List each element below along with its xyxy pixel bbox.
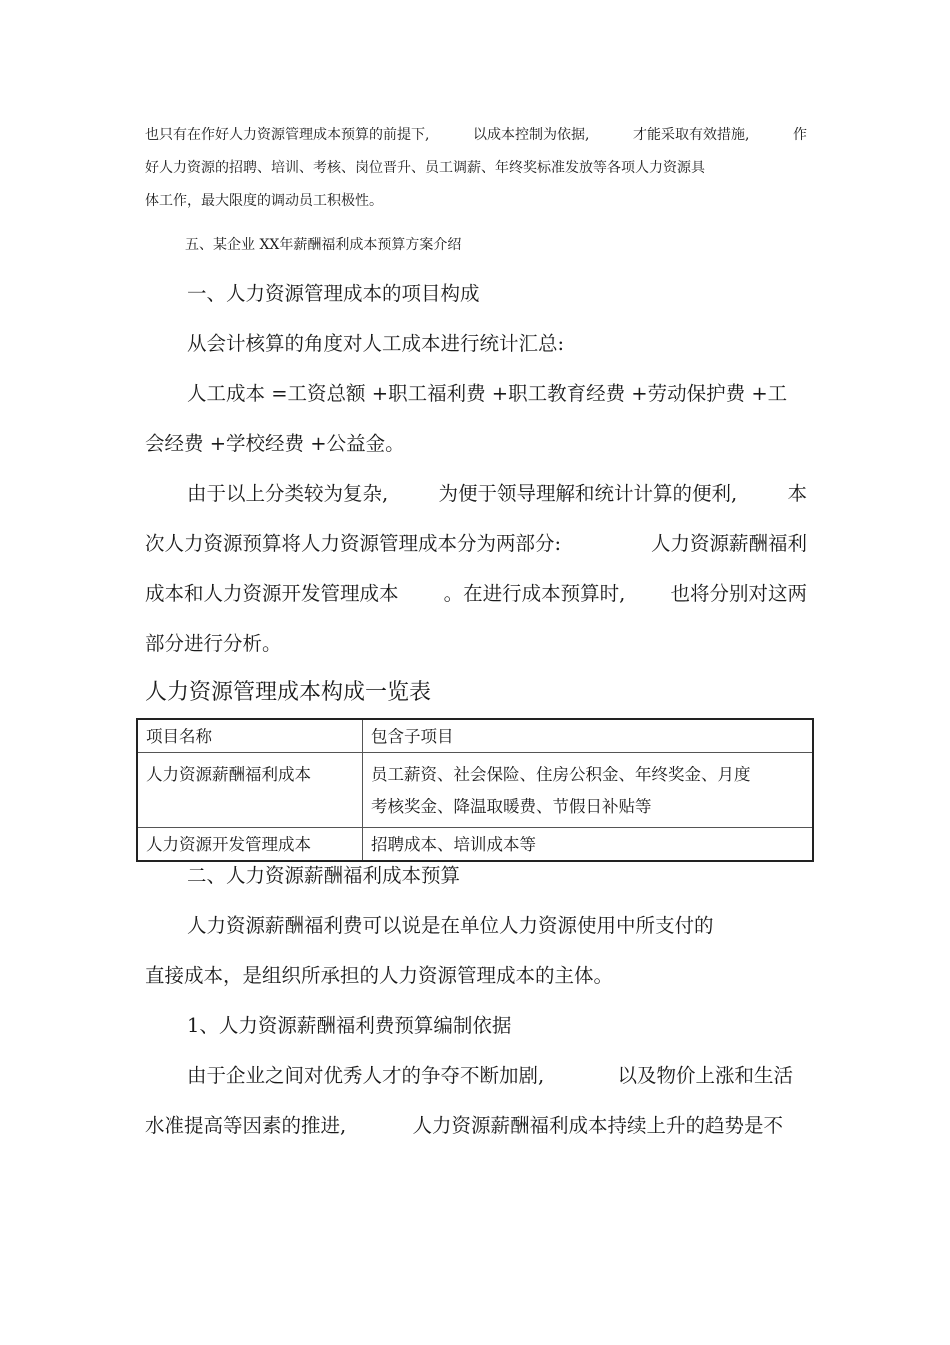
formula-line-2: 会经费 +学校经费 +公益金。 xyxy=(145,432,405,455)
intro-line-3: 体工作，最大限度的调动员工积极性。 xyxy=(145,193,383,209)
intro-line-1 xyxy=(145,128,807,142)
intro-line-2: 好人力资源的招聘、培训、考核、岗位晋升、员工调薪、年终奖标准发放等各项人力资源具 xyxy=(145,160,705,176)
table-cell-sub-items-line-2: 考核奖金、降温取暖费、节假日补贴等 xyxy=(371,797,652,816)
section-2-paragraph-1-line-2: 直接成本，是组织所承担的人力资源管理成本的主体。 xyxy=(145,964,614,987)
table-caption: 人力资源管理成本构成一览表 xyxy=(145,680,432,705)
formula-line-1: 人工成本 =工资总额 +职工福利费 +职工教育经费 +劳动保护费 +工 xyxy=(187,382,788,405)
table-cell-item-name: 人力资源薪酬福利成本 xyxy=(137,753,363,828)
table-row xyxy=(137,753,813,828)
paragraph-3-line-2-part-a: 次人力资源预算将人力资源管理成本分为两部分: xyxy=(145,532,562,555)
paragraph-3-line-1-part-c: 本 xyxy=(787,482,807,505)
table-cell-sub-items-line-1: 员工薪资、社会保险、住房公积金、年终奖金、月度 xyxy=(371,765,751,784)
section-2-heading: 二、人力资源薪酬福利成本预算 xyxy=(187,864,461,887)
paragraph-3-line-2 xyxy=(145,534,807,554)
table-header-row xyxy=(137,719,813,753)
table-cell-item-name: 人力资源开发管理成本 xyxy=(137,828,363,862)
section-2-paragraph-2-line-2-part-b: 人力资源薪酬福利成本持续上升的趋势是不 xyxy=(412,1114,783,1137)
table-header-sub-items: 包含子项目 xyxy=(363,719,814,753)
section-2-paragraph-1-line-1: 人力资源薪酬福利费可以说是在单位人力资源使用中所支付的 xyxy=(187,914,714,937)
paragraph-3-line-3-part-b: 。在进行成本预算时, xyxy=(443,582,626,605)
section-5-title: 五、某企业 XX年薪酬福利成本预算方案介绍 xyxy=(185,237,462,253)
cost-composition-table xyxy=(136,718,814,862)
paragraph-3-line-1 xyxy=(187,484,807,504)
paragraph-3-line-4: 部分进行分析。 xyxy=(145,632,282,655)
table-header-item-name: 项目名称 xyxy=(137,719,363,753)
intro-line-1-part-a: 也只有在作好人力资源管理成本预算的前提下, xyxy=(145,127,430,143)
paragraph-3-line-1-part-b: 为便于领导理解和统计计算的便利, xyxy=(438,482,738,505)
section-2-paragraph-2-line-2 xyxy=(145,1116,783,1136)
paragraph-3-line-1-part-a: 由于以上分类较为复杂, xyxy=(187,482,389,505)
paragraph-3-line-3 xyxy=(145,584,807,604)
section-2-paragraph-2-line-2-part-a: 水准提高等因素的推进, xyxy=(145,1114,347,1137)
table-cell-sub-items: 招聘成本、培训成本等 xyxy=(363,828,814,862)
paragraph-3-line-3-part-a: 成本和人力资源开发管理成本 xyxy=(145,582,399,605)
section-2-paragraph-2-line-1 xyxy=(187,1066,793,1086)
section-2-paragraph-2-line-1-part-a: 由于企业之间对优秀人才的争夺不断加剧, xyxy=(187,1064,545,1087)
section-2-paragraph-2-line-1-part-b: 以及物价上涨和生活 xyxy=(617,1064,793,1087)
section-1-heading: 一、人力资源管理成本的项目构成 xyxy=(187,282,480,305)
section-1-paragraph-1: 从会计核算的角度对人工成本进行统计汇总: xyxy=(187,332,565,355)
intro-line-1-part-c: 才能采取有效措施, xyxy=(633,127,750,143)
table-row xyxy=(137,828,813,862)
intro-line-1-part-b: 以成本控制为依据, xyxy=(473,127,590,143)
paragraph-3-line-2-part-b: 人力资源薪酬福利 xyxy=(650,532,807,555)
paragraph-3-line-3-part-c: 也将分别对这两 xyxy=(670,582,807,605)
table-cell-sub-items xyxy=(363,753,814,828)
intro-line-1-part-d: 作 xyxy=(793,127,807,143)
subsection-1-heading: 1、人力资源薪酬福利费预算编制依据 xyxy=(187,1014,512,1037)
